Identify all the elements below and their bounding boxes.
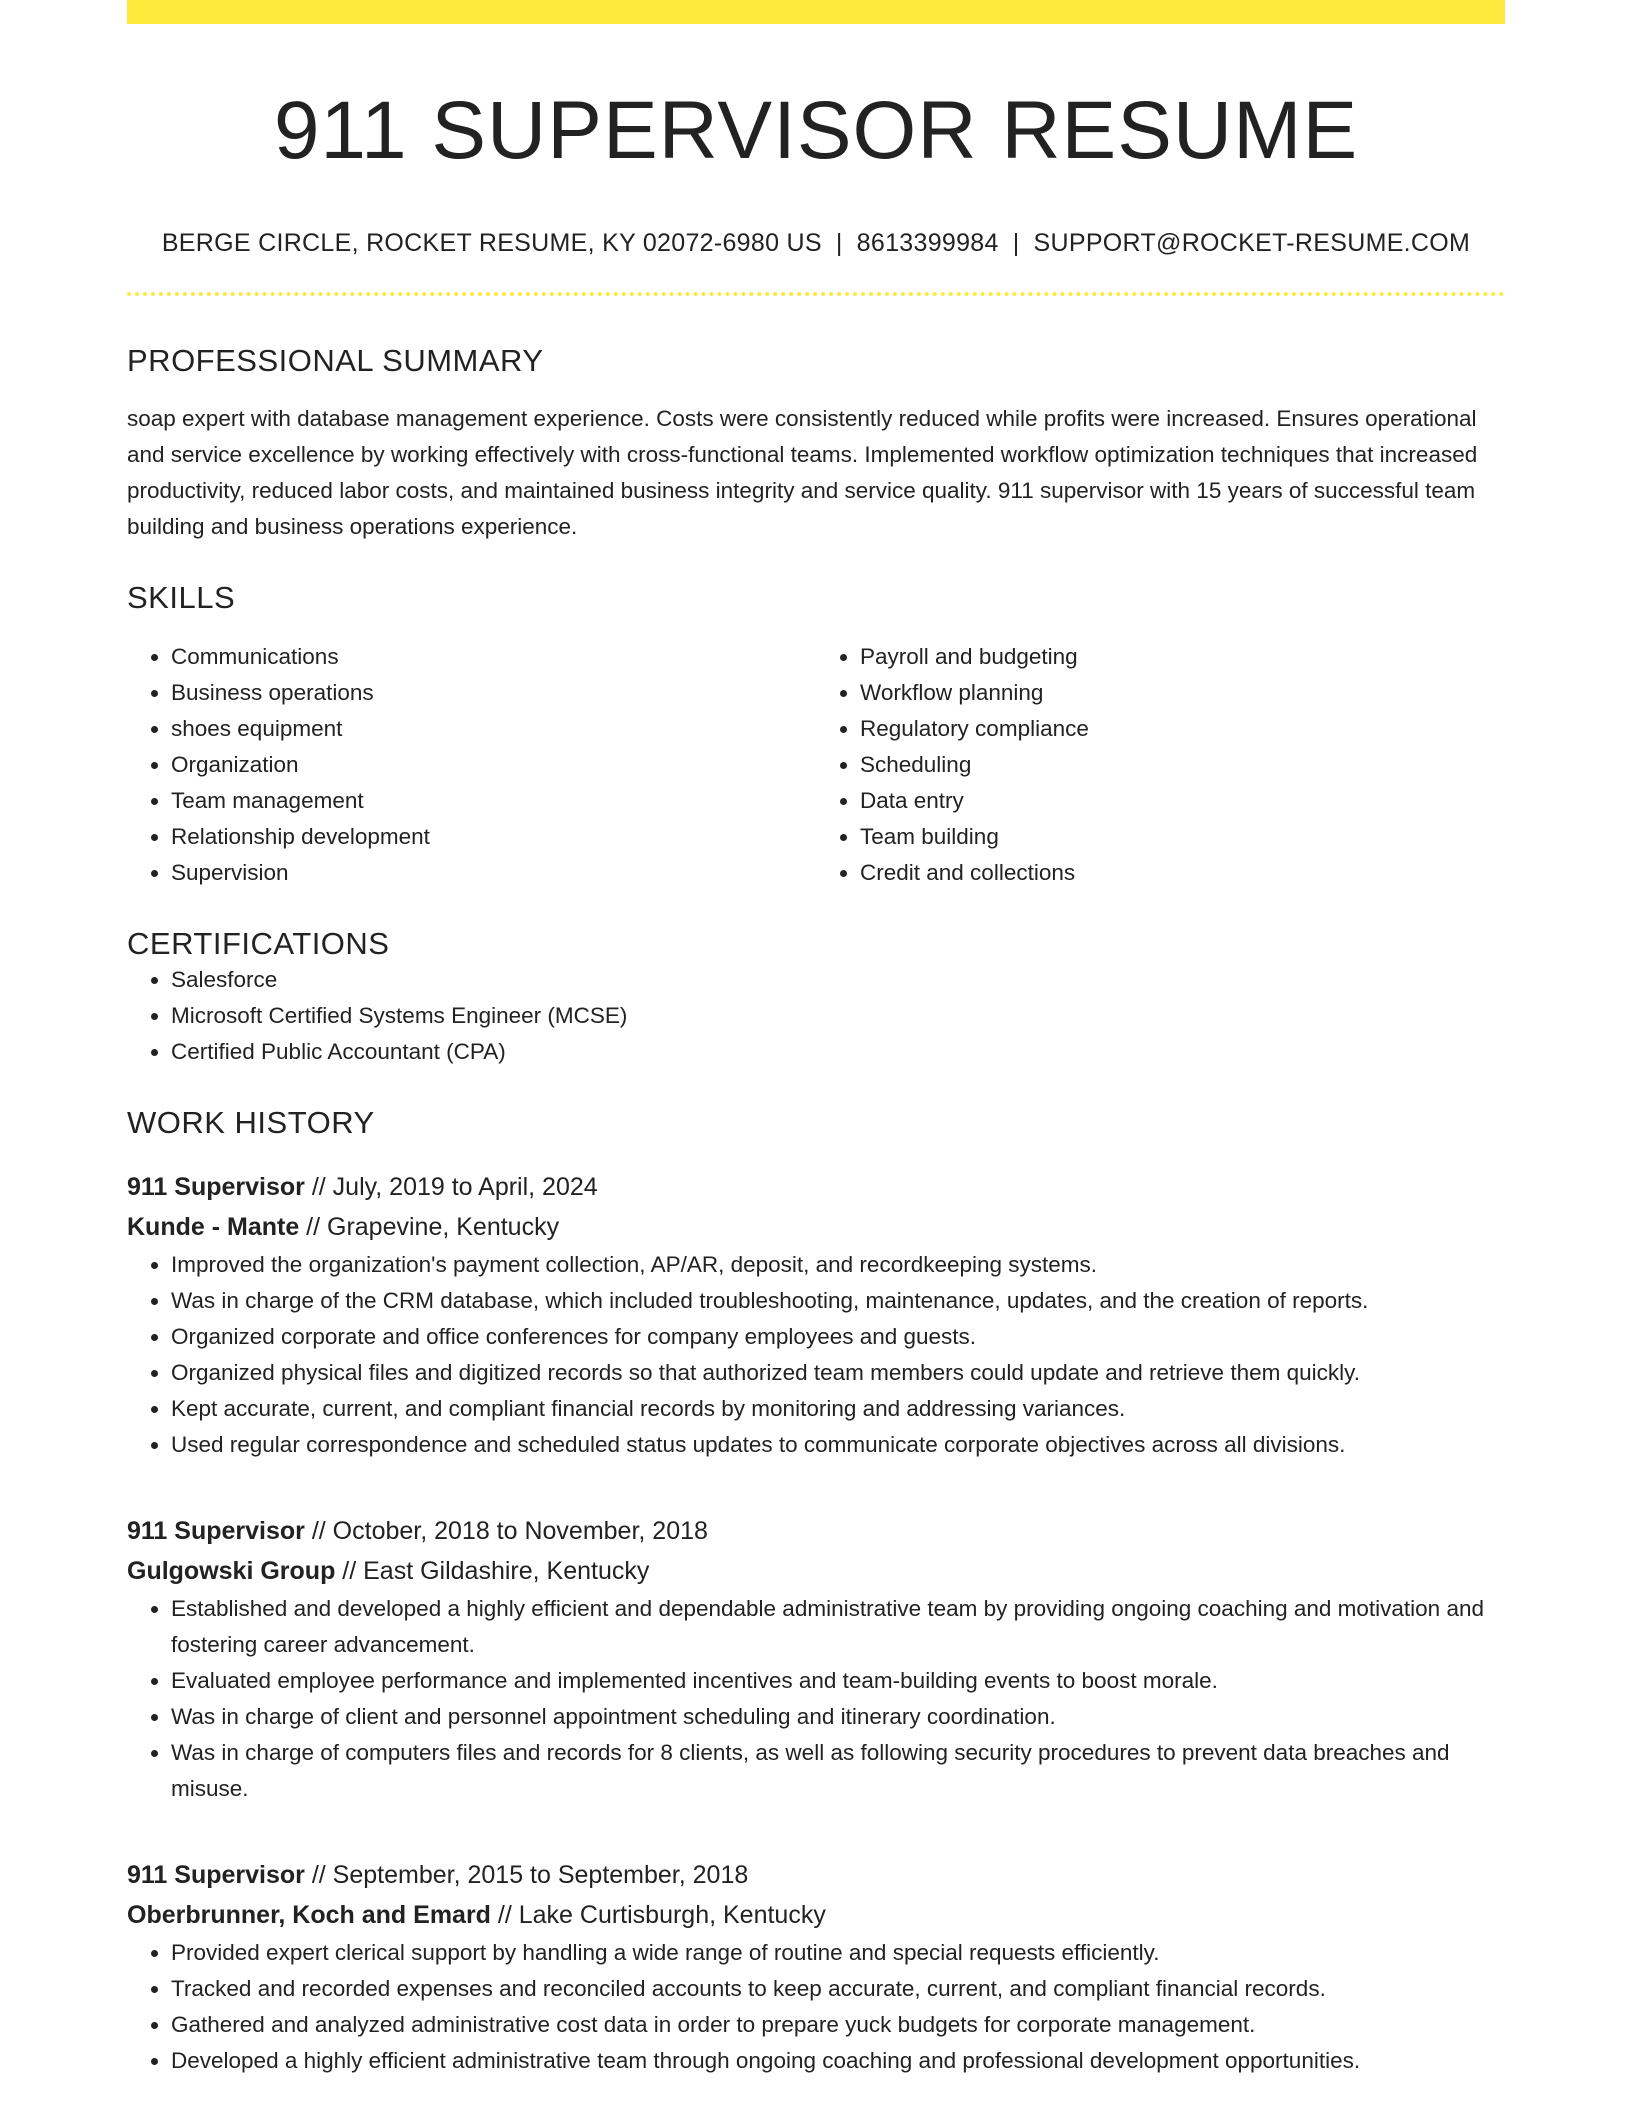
job-bullet: • Tracked and recorded expenses and reconciled accounts to keep accurate, current, and compliant financial records. <box>171 1971 1505 2007</box>
skill-item: • Business operations <box>171 675 816 711</box>
skill-item: • Scheduling <box>860 747 1505 783</box>
skill-item: • Payroll and budgeting <box>860 639 1505 675</box>
job-title: 911 Supervisor <box>127 1861 305 1890</box>
job-company: Gulgowski Group <box>127 1557 336 1586</box>
job-bullet: • Gathered and analyzed administrative cost data in order to prepare yuck budgets for corporate management. <box>171 2007 1505 2043</box>
job-bullet: • Provided expert clerical support by handling a wide range of routine and special requests efficiently. <box>171 1935 1505 1971</box>
job-dates: // October, 2018 to November, 2018 <box>304 1517 708 1546</box>
skill-item: • Regulatory compliance <box>860 711 1505 747</box>
job-dates: // July, 2019 to April, 2024 <box>304 1173 598 1202</box>
skill-item: • shoes equipment <box>171 711 816 747</box>
job-title-line <box>127 1511 1505 1551</box>
job-company-line <box>127 1207 1505 1247</box>
job-entry <box>127 1167 1505 1463</box>
skills-columns <box>127 639 1505 891</box>
contact-phone: 8613399984 <box>856 229 999 258</box>
resume-page <box>127 0 1505 2079</box>
job-bullet: • Developed a highly efficient administrative team through ongoing coaching and professional development opportunities. <box>171 2043 1505 2079</box>
skills-heading: SKILLS <box>127 580 236 616</box>
job-bullets <box>127 1591 1505 1807</box>
job-bullet: • Was in charge of the CRM database, which included troubleshooting, maintenance, updates, and the creation of reports. <box>171 1283 1505 1319</box>
certifications-heading: CERTIFICATIONS <box>127 925 390 961</box>
top-accent-bar <box>127 0 1505 24</box>
job-bullets <box>127 1247 1505 1463</box>
skill-item: • Workflow planning <box>860 675 1505 711</box>
contact-separator: | <box>1012 229 1020 258</box>
certification-item: • Salesforce <box>171 962 1505 998</box>
certification-item: • Certified Public Accountant (CPA) <box>171 1034 1505 1070</box>
skill-item: • Team management <box>171 783 816 819</box>
job-bullet: • Was in charge of client and personnel appointment scheduling and itinerary coordination. <box>171 1699 1505 1735</box>
job-title-line <box>127 1855 1505 1895</box>
contact-line <box>127 228 1505 258</box>
skill-item: • Communications <box>171 639 816 675</box>
job-company-line <box>127 1895 1505 1935</box>
job-bullets <box>127 1935 1505 2079</box>
job-bullet: • Organized corporate and office conferences for company employees and guests. <box>171 1319 1505 1355</box>
job-location: // Grapevine, Kentucky <box>299 1213 560 1242</box>
job-bullet: • Kept accurate, current, and compliant financial records by monitoring and addressing variances. <box>171 1391 1505 1427</box>
job-company-line <box>127 1551 1505 1591</box>
skill-item: • Supervision <box>171 855 816 891</box>
job-location: // Lake Curtisburgh, Kentucky <box>490 1901 826 1930</box>
job-location: // East Gildashire, Kentucky <box>335 1557 650 1586</box>
work-history-heading: WORK HISTORY <box>127 1104 375 1140</box>
job-bullet: • Evaluated employee performance and implemented incentives and team-building events to boost morale. <box>171 1663 1505 1699</box>
dotted-divider <box>127 292 1505 296</box>
certification-item: • Microsoft Certified Systems Engineer (MCSE) <box>171 998 1505 1034</box>
job-company: Oberbrunner, Koch and Emard <box>127 1901 491 1930</box>
job-bullet: • Established and developed a highly efficient and dependable administrative team by providing ongoing coaching and motivation and fostering career advancement. <box>171 1591 1505 1663</box>
summary-heading: PROFESSIONAL SUMMARY <box>127 343 544 379</box>
job-company: Kunde - Mante <box>127 1213 300 1242</box>
skill-item: • Organization <box>171 747 816 783</box>
contact-separator: | <box>835 229 843 258</box>
job-title-line <box>127 1167 1505 1207</box>
skills-list-left <box>127 639 816 891</box>
job-title: 911 Supervisor <box>127 1173 305 1202</box>
skill-item: • Data entry <box>860 783 1505 819</box>
job-entry <box>127 1855 1505 2079</box>
summary-text: soap expert with database management experience. Costs were consistently reduced while profits were increased. Ensures operational and service excellence by working effectively with cross-functional teams. Implemented workflow optimization techniques that increased productivity, reduced labor costs, and maintained business integrity and service quality. 911 supervisor with 15 years of successful team building and business operations experience. <box>127 406 1478 540</box>
job-bullet: • Was in charge of computers files and records for 8 clients, as well as following security procedures to prevent data breaches and misuse. <box>171 1735 1505 1807</box>
job-bullet: • Used regular correspondence and scheduled status updates to communicate corporate objectives across all divisions. <box>171 1427 1505 1463</box>
skill-item: • Relationship development <box>171 819 816 855</box>
job-dates: // September, 2015 to September, 2018 <box>304 1861 749 1890</box>
skill-item: • Team building <box>860 819 1505 855</box>
resume-title: 911 SUPERVISOR RESUME <box>273 85 1359 176</box>
job-bullet: • Organized physical files and digitized records so that authorized team members could update and retrieve them quickly. <box>171 1355 1505 1391</box>
certifications-list <box>127 962 1505 1070</box>
job-bullet: • Improved the organization's payment collection, AP/AR, deposit, and recordkeeping systems. <box>171 1247 1505 1283</box>
job-title: 911 Supervisor <box>127 1517 305 1546</box>
contact-address: BERGE CIRCLE, ROCKET RESUME, KY 02072-6980 US <box>161 229 822 258</box>
job-entry <box>127 1511 1505 1807</box>
contact-email: SUPPORT@ROCKET-RESUME.COM <box>1033 229 1471 258</box>
skills-list-right <box>816 639 1505 891</box>
skill-item: • Credit and collections <box>860 855 1505 891</box>
